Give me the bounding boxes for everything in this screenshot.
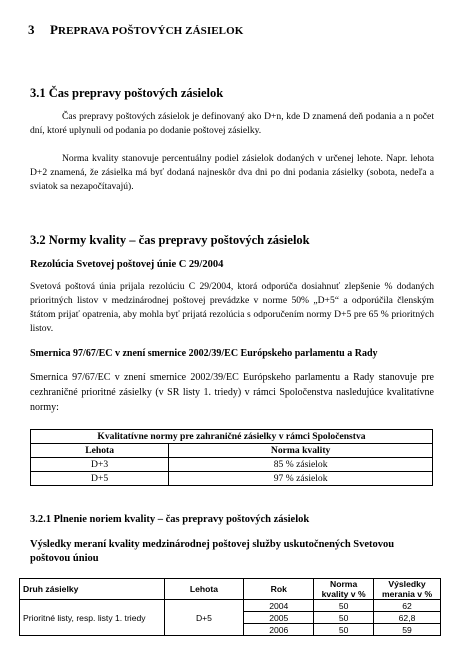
chapter-heading: [28, 22, 243, 38]
section-3-2-1-heading: 3.2.1 Plnenie noriem kvality – čas prepravy poštových zásielok: [30, 514, 310, 525]
norms-row-deadline: D+3: [31, 458, 169, 472]
chapter-title-initial: P: [50, 22, 59, 37]
results-row-year: 2006: [244, 624, 314, 636]
results-heading: Výsledky meraní kvality medzinárodnej poštovej služby uskutočnených Svetovou poštovou úniou: [30, 539, 395, 564]
section-3-1-paragraph-2: Norma kvality stanovuje percentuálny podiel zásielok dodaných v určenej lehote. Napr. lehota D+2 znamená, že zásielka má byť dodaná najneskôr dva dni po dni podania zásielky (sobota, nedeľa a sviatok sa nezapočítavajú).: [30, 153, 434, 192]
table-row: [20, 624, 441, 636]
results-item-deadline: D+5: [164, 612, 244, 624]
results-row-result: 59: [374, 624, 441, 636]
chapter-number: 3: [28, 22, 35, 37]
measurement-results-table: [19, 578, 441, 636]
norms-row-norm: 97 % zásielok: [169, 472, 433, 486]
results-col-type: Druh zásielky: [20, 579, 165, 600]
table-row: [31, 458, 433, 472]
norms-col-norm: Norma kvality: [169, 444, 433, 458]
chapter-title-rest: REPRAVA POŠTOVÝCH ZÁSIELOK: [58, 25, 244, 37]
norms-col-deadline: Lehota: [31, 444, 169, 458]
table-row: [20, 600, 441, 612]
norms-row-deadline: D+5: [31, 472, 169, 486]
results-col-deadline: Lehota: [164, 579, 244, 600]
results-row-norm: 50: [314, 600, 374, 612]
quality-norms-table: [30, 429, 433, 486]
results-col-year: Rok: [244, 579, 314, 600]
section-3-1-heading: 3.1 Čas prepravy poštových zásielok: [30, 86, 224, 100]
results-row-norm: 50: [314, 612, 374, 624]
table-row: [31, 472, 433, 486]
results-col-norm: Norma kvality v %: [314, 579, 374, 600]
eu-directive-paragraph: Smernica 97/67/EC v znení smernice 2002/39/EC Európskeho parlamentu a Rady stanovuje pre cezhraničné prioritné zásielky (v SR listy 1. triedy) v rámci Spoločenstva nasledujúce kvalitatívne normy:: [30, 372, 434, 413]
table-row: [20, 612, 441, 624]
upu-resolution-heading: Rezolúcia Svetovej poštovej únie C 29/2004: [30, 259, 224, 270]
eu-directive-heading: Smernica 97/67/EC v znení smernice 2002/39/EC Európskeho parlamentu a Rady: [30, 348, 378, 359]
upu-resolution-paragraph: Svetová poštová únia prijala rezolúciu C 29/2004, ktorá odporúča dosiahnuť zlepšenie % dodaných prioritných listov v medzinárodnej poštovej prevádzke v norme 50% „D+5“ a odporúčila členským štátom prijať opatrenia, aby mohla byť prijatá rezolúcia s odporučením normy D+5 pre 65 % prioritných listov.: [30, 281, 434, 334]
results-row-year: 2004: [244, 600, 314, 612]
norms-table-caption: Kvalitatívne normy pre zahraničné zásielky v rámci Spoločenstva: [31, 430, 433, 444]
results-row-year: 2005: [244, 612, 314, 624]
section-3-2-heading: 3.2 Normy kvality – čas prepravy poštových zásielok: [30, 233, 310, 247]
results-row-norm: 50: [314, 624, 374, 636]
results-item-type: Prioritné listy, resp. listy 1. triedy: [20, 612, 165, 624]
results-row-result: 62,8: [374, 612, 441, 624]
section-3-1-paragraph-1: Čas prepravy poštových zásielok je definovaný ako D+n, kde D znamená deň podania a n počet dní, ktoré uplynuli od podania po dodanie poštovej zásielky.: [30, 111, 434, 136]
results-col-result: Výsledky merania v %: [374, 579, 441, 600]
results-row-result: 62: [374, 600, 441, 612]
norms-row-norm: 85 % zásielok: [169, 458, 433, 472]
